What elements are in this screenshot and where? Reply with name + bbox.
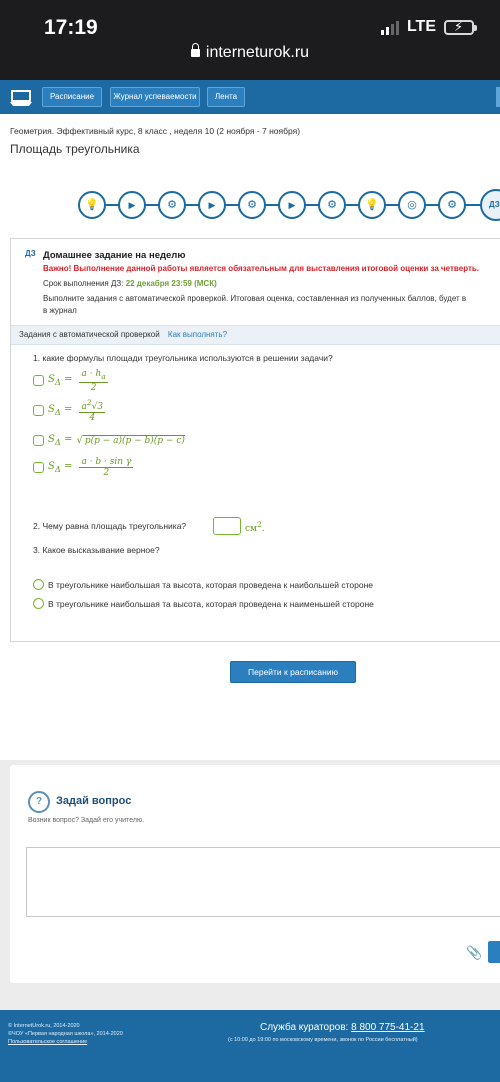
- lesson-page: [0, 114, 500, 760]
- nav-schedule-button[interactable]: Расписание: [42, 87, 102, 107]
- option-formula-2[interactable]: $S_\Delta$ = $\frac{a^2√3}{4}$: [33, 398, 105, 423]
- lock-icon: [191, 49, 200, 57]
- question-icon: ?: [28, 791, 50, 813]
- status-time: 17:19: [44, 16, 98, 39]
- nav-feed-button[interactable]: Лента: [207, 87, 245, 107]
- ask-subtitle: Возник вопрос? Задай его учителю.: [28, 817, 145, 824]
- status-indicators: [381, 18, 474, 36]
- lesson-steps: [78, 191, 466, 219]
- step-lightbulb-icon[interactable]: 💡: [358, 191, 386, 219]
- page-title: Площадь треугольника: [10, 142, 140, 156]
- question-2: 2. Чему равна площадь треугольника?: [33, 521, 187, 531]
- radio-button[interactable]: [33, 579, 44, 590]
- auto-check-bar: [11, 325, 500, 345]
- homework-warning: Важно! Выполнение данной работы является обязательным для выставления итоговой оценки за четверть.: [43, 264, 480, 273]
- homework-card: [10, 238, 500, 642]
- step-homework[interactable]: ДЗ: [480, 189, 500, 221]
- logo-icon[interactable]: [10, 87, 32, 107]
- breadcrumb: Геометрия. Эффективный курс, 8 класс , неделя 10 (2 ноября - 7 ноября): [10, 126, 301, 136]
- signal-icon: [381, 19, 399, 35]
- unit-label: $см^2$.: [245, 520, 265, 534]
- goto-schedule-button[interactable]: Перейти к расписанию: [230, 661, 356, 683]
- step-lightbulb-icon[interactable]: 💡: [78, 191, 106, 219]
- checkbox[interactable]: [33, 435, 44, 446]
- nav-more-button[interactable]: [496, 87, 500, 107]
- checkbox[interactable]: [33, 375, 44, 386]
- question-textarea[interactable]: [26, 847, 500, 917]
- footer: [0, 1010, 500, 1082]
- step-trainer-icon[interactable]: ⚙: [238, 191, 266, 219]
- deadline-value: 22 декабря 23:59 (МСК): [125, 279, 217, 288]
- area-answer-input[interactable]: [213, 517, 241, 535]
- step-play-icon[interactable]: ▶: [278, 191, 306, 219]
- question-1: 1. какие формулы площади треугольника используются в решении задачи?: [33, 353, 333, 363]
- footer-copyright: © InternetUrok.ru, 2014-2020 ©ЧОУ «Первая народная школа», 2014-2020 Пользовательское соглашение: [8, 1023, 123, 1045]
- answer-option-1[interactable]: В треугольнике наибольшая та высота, которая проведена к наибольшей стороне: [33, 579, 373, 590]
- how-to-link[interactable]: Как выполнять?: [167, 330, 228, 339]
- url-bar[interactable]: [0, 44, 500, 62]
- battery-icon: ⚡: [444, 20, 474, 35]
- step-play-icon[interactable]: ▶: [118, 191, 146, 219]
- terms-link[interactable]: Пользовательское соглашение: [8, 1039, 88, 1045]
- option-formula-4[interactable]: $S_\Delta$ = $\frac{\text{a · b · sin γ}}{2}$: [33, 457, 133, 478]
- homework-deadline: Срок выполнения ДЗ: 22 декабря 23:59 (МСК): [43, 279, 217, 288]
- step-play-icon[interactable]: ▶: [198, 191, 226, 219]
- homework-title: Домашнее задание на неделю: [43, 250, 186, 261]
- step-trainer-icon[interactable]: ⚙: [438, 191, 466, 219]
- paperclip-icon[interactable]: 📎: [466, 945, 483, 960]
- status-bar: [0, 0, 500, 80]
- question-3: 3. Какое высказывание верное?: [33, 545, 160, 555]
- send-button[interactable]: [488, 941, 500, 963]
- option-formula-3[interactable]: $S_\Delta$ = √ p(p − a)(p − b)(p − c): [33, 434, 185, 447]
- step-trainer-icon[interactable]: ⚙: [318, 191, 346, 219]
- curator-service: Служба кураторов: 8 800 775-41-21: [260, 1022, 425, 1033]
- network-label: LTE: [406, 18, 436, 35]
- answer-option-2[interactable]: В треугольнике наибольшая та высота, которая проведена к наименьшей стороне: [33, 598, 374, 609]
- radio-button[interactable]: [33, 598, 44, 609]
- site-nav: [0, 80, 500, 114]
- checkbox[interactable]: [33, 405, 44, 416]
- auto-check-label: Задания с автоматической проверкой: [19, 330, 160, 339]
- option-formula-1[interactable]: $S_\Delta$ = $\frac{a \cdot h_a}{2}$: [33, 369, 108, 393]
- homework-tag: ДЗ: [25, 249, 36, 258]
- checkbox[interactable]: [33, 462, 44, 473]
- step-trainer-icon[interactable]: ⚙: [158, 191, 186, 219]
- url-text: interneturok.ru: [205, 44, 310, 61]
- ask-title: Задай вопрос: [56, 795, 132, 807]
- phone-link[interactable]: 8 800 775-41-21: [351, 1022, 425, 1033]
- homework-description: Выполните задания с автоматической проверкой. Итоговая оценка, составленная из полученных баллов, будет в в журнал: [43, 294, 467, 315]
- nav-journal-button[interactable]: Журнал успеваемости: [110, 87, 200, 107]
- step-test-icon[interactable]: ◎: [398, 191, 426, 219]
- service-hours: (с 10:00 до 19:00 по московскому времени, звонок по России бесплатный): [228, 1037, 418, 1043]
- ask-question-panel: [10, 765, 500, 983]
